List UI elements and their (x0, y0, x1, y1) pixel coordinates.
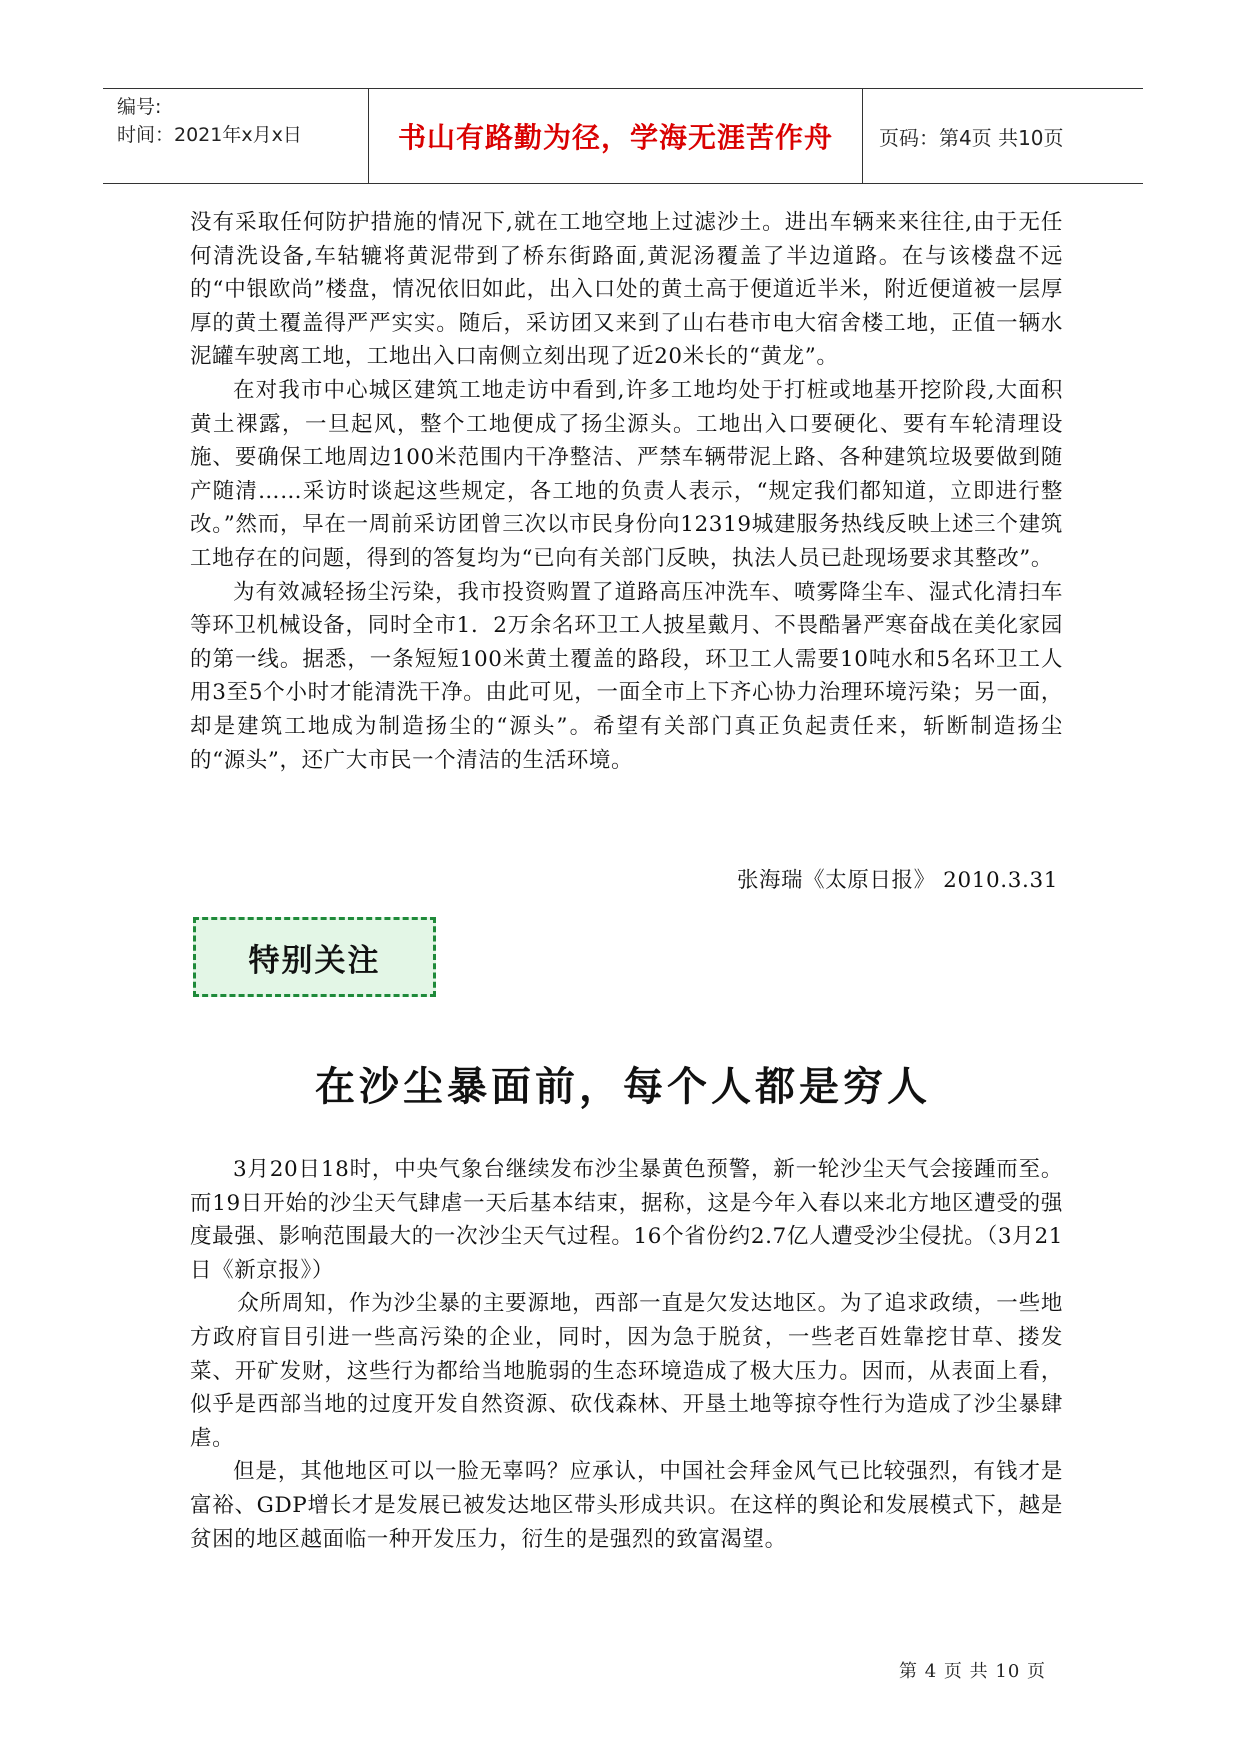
article-1-paragraph: 在对我市中心城区建筑工地走访中看到,许多工地均处于打桩或地基开挖阶段,大面积黄土裸露，一旦起风，整个工地便成了扬尘源头。工地出入口要硬化、要有车轮清理设施、要确保工地周边100米范围内干净整洁、严禁车辆带泥上路、各种建筑垃圾要做到随产随清……采访时谈起这些规定，各工地的负责人表示，“规定我们都知道，立即进行整改。”然而，早在一周前采访团曾三次以市民身份向12319城建服务热线反映上述三个建筑工地存在的问题，得到的答复均为“已向有关部门反映，执法人员已赴现场要求其整改”。 (190, 377, 1063, 571)
article-1-byline: 张海瑞《太原日报》 2010.3.31 (736, 868, 1058, 893)
article-1-paragraph: 没有采取任何防护措施的情况下,就在工地空地上过滤沙土。进出车辆来来往往,由于无任何清洗设备,车轱辘将黄泥带到了桥东街路面,黄泥汤覆盖了半边道路。在与该楼盘不远的“中银欧尚”楼盘，情况依旧如此，出入口处的黄土高于便道近半米，附近便道被一层厚厚的黄土覆盖得严严实实。随后，采访团又来到了山右巷市电大宿舍楼工地，正值一辆水泥罐车驶离工地，工地出入口南侧立刻出现了近20米长的“黄龙”。 (190, 210, 1063, 370)
article-2-body (190, 1153, 1063, 1556)
page-header (103, 88, 1143, 184)
section-tag-label: 特别关注 (248, 942, 381, 979)
number-label: 编号: (117, 96, 162, 118)
page-footer: 第 4 页 共 10 页 (899, 1661, 1046, 1682)
article-2-paragraph: 众所周知，作为沙尘暴的主要源地，西部一直是欠发达地区。为了追求政绩，一些地方政府盲目引进一些高污染的企业，同时，因为急于脱贫，一些老百姓靠挖甘草、搂发菜、开矿发财，这些行为都给当地脆弱的生态环境造成了极大压力。因而，从表面上看，似乎是西部当地的过度开发自然资源、砍伐森林、开垦土地等掠夺性行为造成了沙尘暴肆虐。 (190, 1291, 1063, 1451)
article-1-body (190, 206, 1063, 777)
section-tag (193, 917, 436, 997)
time-label: 时间：2021年x月x日 (117, 124, 302, 146)
article-2-paragraph: 但是，其他地区可以一脸无辜吗？应承认，中国社会拜金风气已比较强烈，有钱才是富裕、GDP增长才是发展已被发达地区带头形成共识。在这样的舆论和发展模式下，越是贫困的地区越面临一种开发压力，衍生的是强烈的致富渴望。 (190, 1459, 1063, 1552)
header-meta (103, 89, 369, 183)
article-2-title: 在沙尘暴面前，每个人都是穷人 (315, 1063, 931, 1110)
article-1-paragraph: 为有效减轻扬尘污染，我市投资购置了道路高压冲洗车、喷雾降尘车、湿式化清扫车等环卫机械设备，同时全市1．2万余名环卫工人披星戴月、不畏酷暑严寒奋战在美化家园的第一线。据悉，一条短短100米黄土覆盖的路段，环卫工人需要10吨水和5名环卫工人用3至5个小时才能清洗干净。由此可见，一面全市上下齐心协力治理环境污染；另一面，却是建筑工地成为制造扬尘的“源头”。希望有关部门真正负起责任来，斩断制造扬尘的“源头”，还广大市民一个清洁的生活环境。 (190, 579, 1063, 773)
header-page-code: 页码：第4页 共10页 (879, 125, 1064, 150)
header-motto: 书山有路勤为径，学海无涯苦作舟 (369, 89, 863, 183)
article-2-paragraph: 3月20日18时，中央气象台继续发布沙尘暴黄色预警，新一轮沙尘天气会接踵而至。而19日开始的沙尘天气肆虐一天后基本结束，据称，这是今年入春以来北方地区遭受的强度最强、影响范围最大的一次沙尘天气过程。16个省份约2.7亿人遭受沙尘侵扰。（3月21日《新京报》） (190, 1157, 1063, 1283)
